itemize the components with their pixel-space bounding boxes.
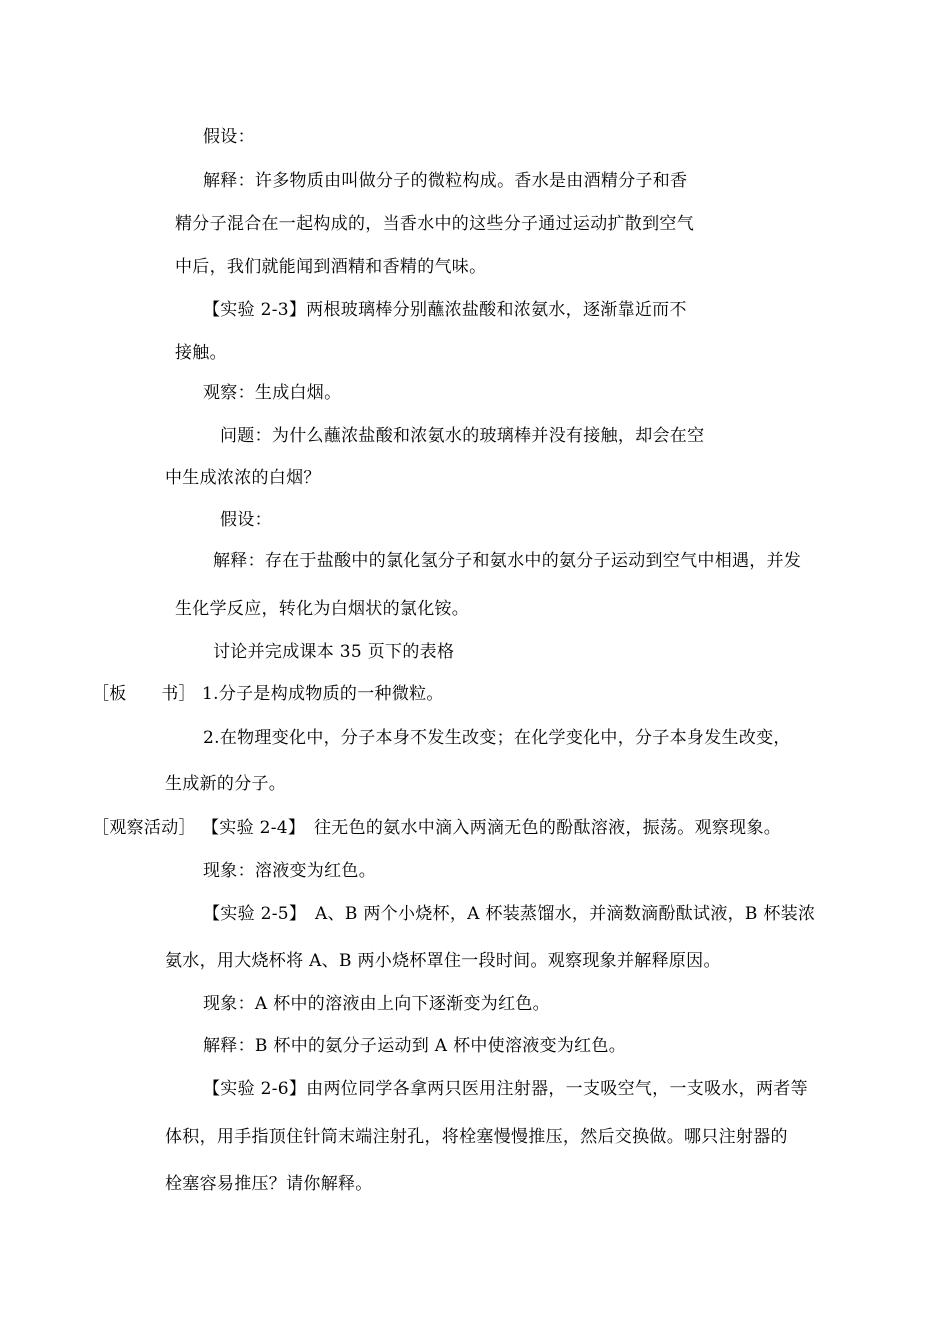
experiment-2-3-line-2: 接触。	[175, 343, 227, 363]
experiment-2-6-line-1: 【实验 2-6】由两位同学各拿两只医用注射器，一支吸空气，一支吸水，两者等	[203, 1079, 808, 1099]
experiment-2-6-line-2: 体积，用手指顶住针筒末端注射孔，将栓塞慢慢推压，然后交换做。哪只注射器的	[165, 1127, 788, 1147]
experiment-2-5-line-2: 氨水，用大烧杯将 A、B 两小烧杯罩住一段时间。观察现象并解释原因。	[165, 951, 721, 971]
phenomenon-line-2: 现象：A 杯中的溶液由上向下逐渐变为红色。	[203, 994, 550, 1014]
explanation-2-line-1: 解释：存在于盐酸中的氯化氢分子和氨水中的氨分子运动到空气中相遇，并发	[213, 551, 802, 571]
experiment-2-5-line-1: 【实验 2-5】 A、B 两个小烧杯，A 杯装蒸馏水，并滴数滴酚酞试液，B 杯装浓	[203, 904, 816, 924]
question-line-1: 问题：为什么蘸浓盐酸和浓氨水的玻璃棒并没有接触，却会在空	[220, 426, 705, 446]
discussion-line: 讨论并完成课本 35 页下的表格	[213, 642, 455, 662]
observation-activity-label: ［观察活动］	[92, 818, 196, 838]
phenomenon-line-1: 现象：溶液变为红色。	[203, 861, 376, 881]
observation-line: 观察：生成白烟。	[203, 383, 342, 403]
explanation-line-2: 精分子混合在一起构成的，当香水中的这些分子通过运动扩散到空气	[175, 214, 694, 234]
experiment-2-4-line: 【实验 2-4】 往无色的氨水中滴入两滴无色的酚酞溶液，振荡。观察现象。	[202, 818, 782, 838]
explanation-line-3: 中后，我们就能闻到酒精和香精的气味。	[175, 257, 487, 277]
explanation-3-line: 解释：B 杯中的氨分子运动到 A 杯中使溶液变为红色。	[203, 1036, 627, 1056]
question-line-2: 中生成浓浓的白烟？	[165, 468, 321, 488]
experiment-2-3-line-1: 【实验 2-3】两根玻璃棒分别蘸浓盐酸和浓氨水，逐渐靠近而不	[203, 300, 687, 320]
hypothesis-line-1: 假设：	[203, 127, 255, 147]
blackboard-label: ［板 书］	[92, 684, 196, 704]
blackboard-item-2-cont: 生成新的分子。	[165, 774, 287, 794]
hypothesis-line-2: 假设：	[220, 510, 272, 530]
blackboard-item-1: 1.分子是构成物质的一种微粒。	[202, 684, 444, 704]
blackboard-item-2: 2.在物理变化中，分子本身不发生改变；在化学变化中，分子本身发生改变，	[203, 728, 791, 748]
explanation-line-1: 解释：许多物质由叫做分子的微粒构成。香水是由酒精分子和香	[203, 171, 688, 191]
experiment-2-6-line-3: 栓塞容易推压？请你解释。	[165, 1174, 373, 1194]
explanation-2-line-2: 生化学反应，转化为白烟状的氯化铵。	[175, 599, 470, 619]
